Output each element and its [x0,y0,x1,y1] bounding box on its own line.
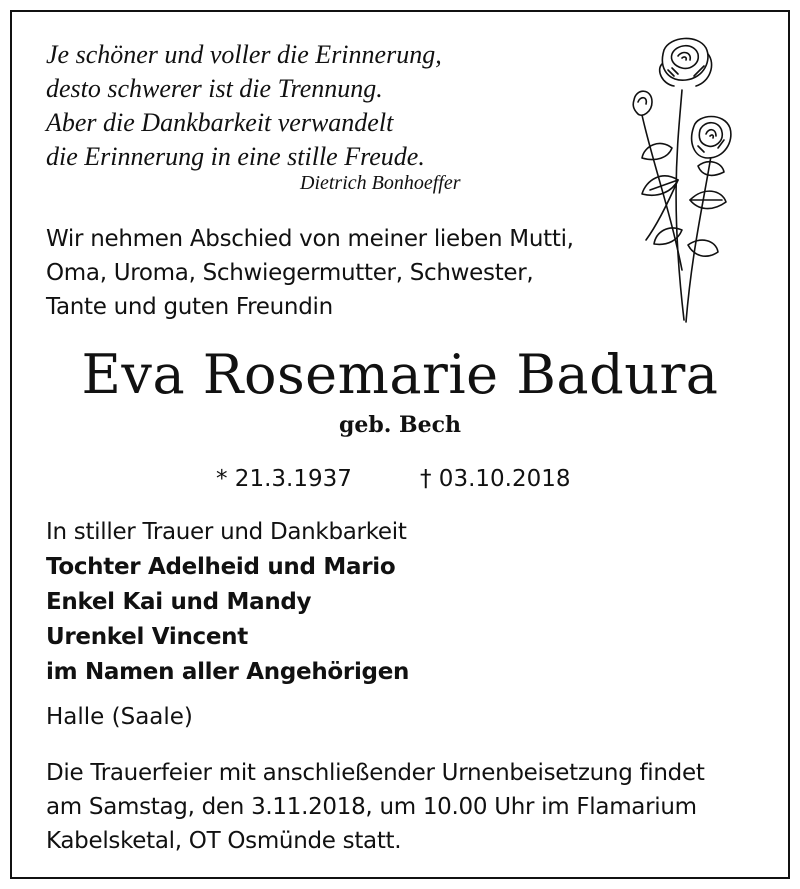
mourner-line: Tochter Adelheid und Mario [46,554,396,580]
birth-date: * 21.3.1937 [216,466,352,492]
mourner-line: im Namen aller Angehörigen [46,659,410,685]
intro-text [46,222,574,324]
quote-author: Dietrich Bonhoeffer [300,172,461,194]
roses-icon [612,30,732,325]
intro-line: Tante und guten Freundin [46,294,333,320]
mourner-line: Urenkel Vincent [46,624,248,650]
mourners [46,515,409,690]
quote-line: Je schöner und voller die Erinnerung, [46,40,442,69]
deceased-name: Eva Rosemarie Badura [81,343,719,406]
intro-line: Oma, Uroma, Schwiegermutter, Schwester, [46,260,534,286]
quote [46,38,442,174]
funeral-line: Die Trauerfeier mit anschließender Urnenbeisetzung findet [46,760,705,786]
funeral-line: am Samstag, den 3.11.2018, um 10.00 Uhr im Flamarium [46,794,697,820]
place: Halle (Saale) [46,704,193,730]
maiden-name: geb. Bech [338,412,462,438]
quote-line: Aber die Dankbarkeit verwandelt [46,108,394,137]
funeral-info [46,756,705,858]
funeral-line: Kabelsketal, OT Osmünde statt. [46,828,402,854]
mourner-line: Enkel Kai und Mandy [46,589,312,615]
intro-line: Wir nehmen Abschied von meiner lieben Mutti, [46,226,574,252]
mourners-intro: In stiller Trauer und Dankbarkeit [46,519,407,545]
quote-line: desto schwerer ist die Trennung. [46,74,383,103]
quote-line: die Erinnerung in eine stille Freude. [46,142,425,171]
death-date: † 03.10.2018 [420,466,571,492]
